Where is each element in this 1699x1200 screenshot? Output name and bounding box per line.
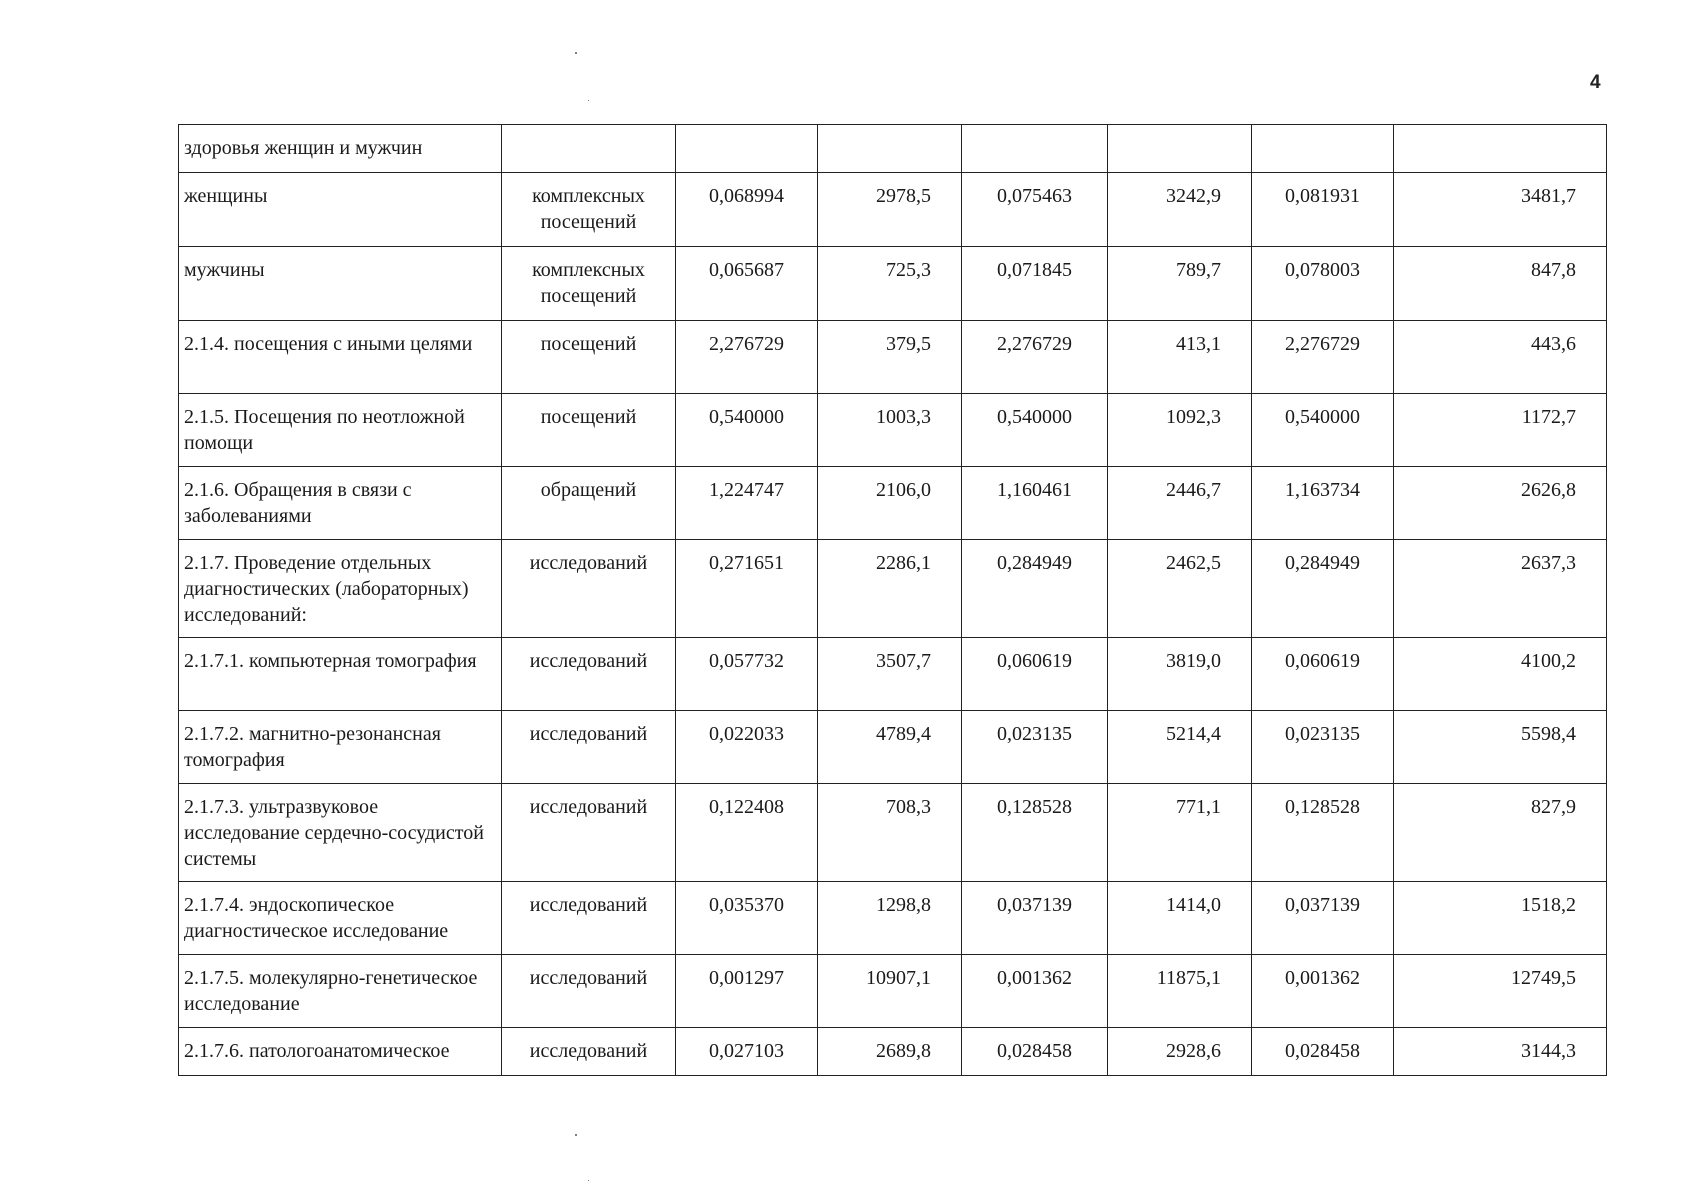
value-cell: 0,001362: [1252, 955, 1394, 1028]
unit-cell: комплексных посещений: [502, 173, 676, 247]
value-cell: 847,8: [1394, 247, 1607, 321]
value-cell: 2106,0: [818, 467, 962, 540]
value-cell: 4100,2: [1394, 638, 1607, 711]
value-cell: 0,284949: [962, 540, 1108, 638]
value-cell: 0,028458: [962, 1028, 1108, 1076]
table-row: [179, 711, 1607, 784]
unit-cell: посещений: [502, 321, 676, 394]
value-cell: 379,5: [818, 321, 962, 394]
value-cell: 10907,1: [818, 955, 962, 1028]
table-row: [179, 125, 1607, 173]
value-cell: 1,160461: [962, 467, 1108, 540]
value-cell: 2626,8: [1394, 467, 1607, 540]
row-name-cell: 2.1.7.6. патологоанатомическое: [179, 1028, 502, 1076]
value-cell: 1,163734: [1252, 467, 1394, 540]
value-cell: 0,271651: [676, 540, 818, 638]
value-cell: 827,9: [1394, 784, 1607, 882]
value-cell: 0,027103: [676, 1028, 818, 1076]
unit-cell: исследований: [502, 711, 676, 784]
value-cell: 5214,4: [1108, 711, 1252, 784]
value-cell: 2462,5: [1108, 540, 1252, 638]
table-row: [179, 173, 1607, 247]
row-name-cell: здоровья женщин и мужчин: [179, 125, 502, 173]
value-cell: 725,3: [818, 247, 962, 321]
unit-cell: исследований: [502, 638, 676, 711]
value-cell: 0,078003: [1252, 247, 1394, 321]
unit-cell: исследований: [502, 882, 676, 955]
value-cell: 0,023135: [962, 711, 1108, 784]
value-cell: 0,028458: [1252, 1028, 1394, 1076]
value-cell: 708,3: [818, 784, 962, 882]
value-cell: 0,035370: [676, 882, 818, 955]
table-row: [179, 321, 1607, 394]
row-name-cell: 2.1.7.5. молекулярно-генетическое исследование: [179, 955, 502, 1028]
value-cell: 0,023135: [1252, 711, 1394, 784]
table-row: [179, 882, 1607, 955]
value-cell: 0,060619: [1252, 638, 1394, 711]
unit-cell: исследований: [502, 1028, 676, 1076]
row-name-cell: 2.1.7. Проведение отдельных диагностических (лабораторных) исследований:: [179, 540, 502, 638]
row-name-cell: 2.1.5. Посещения по неотложной помощи: [179, 394, 502, 467]
value-cell: 0,128528: [1252, 784, 1394, 882]
value-cell: [962, 125, 1108, 173]
value-cell: 0,068994: [676, 173, 818, 247]
value-cell: 2,276729: [676, 321, 818, 394]
table-row: [179, 955, 1607, 1028]
value-cell: 0,128528: [962, 784, 1108, 882]
value-cell: 0,081931: [1252, 173, 1394, 247]
value-cell: [676, 125, 818, 173]
value-cell: 2286,1: [818, 540, 962, 638]
value-cell: 11875,1: [1108, 955, 1252, 1028]
value-cell: 2689,8: [818, 1028, 962, 1076]
value-cell: 0,001362: [962, 955, 1108, 1028]
page-number: 4: [1590, 72, 1601, 93]
row-name-cell: 2.1.7.1. компьютерная томография: [179, 638, 502, 711]
value-cell: 443,6: [1394, 321, 1607, 394]
unit-cell: обращений: [502, 467, 676, 540]
table-row: [179, 247, 1607, 321]
value-cell: 2,276729: [1252, 321, 1394, 394]
value-cell: 0,071845: [962, 247, 1108, 321]
table-row: [179, 467, 1607, 540]
value-cell: 2637,3: [1394, 540, 1607, 638]
value-cell: 0,540000: [962, 394, 1108, 467]
value-cell: 1,224747: [676, 467, 818, 540]
value-cell: 0,122408: [676, 784, 818, 882]
value-cell: 0,540000: [1252, 394, 1394, 467]
row-name-cell: женщины: [179, 173, 502, 247]
value-cell: 1092,3: [1108, 394, 1252, 467]
value-cell: 1414,0: [1108, 882, 1252, 955]
unit-cell: исследований: [502, 540, 676, 638]
value-cell: 5598,4: [1394, 711, 1607, 784]
value-cell: 2928,6: [1108, 1028, 1252, 1076]
row-name-cell: мужчины: [179, 247, 502, 321]
value-cell: 3507,7: [818, 638, 962, 711]
row-name-cell: 2.1.7.2. магнитно-резонансная томография: [179, 711, 502, 784]
value-cell: 0,001297: [676, 955, 818, 1028]
value-cell: [818, 125, 962, 173]
value-cell: 2446,7: [1108, 467, 1252, 540]
unit-cell: комплексных посещений: [502, 247, 676, 321]
value-cell: 2,276729: [962, 321, 1108, 394]
value-cell: 12749,5: [1394, 955, 1607, 1028]
unit-cell: исследований: [502, 955, 676, 1028]
value-cell: 1172,7: [1394, 394, 1607, 467]
scan-speck: [588, 100, 589, 101]
value-cell: 3481,7: [1394, 173, 1607, 247]
unit-cell: посещений: [502, 394, 676, 467]
value-cell: 0,065687: [676, 247, 818, 321]
value-cell: [1252, 125, 1394, 173]
value-cell: [1108, 125, 1252, 173]
value-cell: 0,540000: [676, 394, 818, 467]
value-cell: 1518,2: [1394, 882, 1607, 955]
value-cell: 413,1: [1108, 321, 1252, 394]
value-cell: 0,057732: [676, 638, 818, 711]
scan-speck: [575, 52, 577, 54]
value-cell: 0,037139: [1252, 882, 1394, 955]
unit-cell: [502, 125, 676, 173]
value-cell: 0,037139: [962, 882, 1108, 955]
value-cell: [1394, 125, 1607, 173]
table-row: [179, 1028, 1607, 1076]
value-cell: 0,060619: [962, 638, 1108, 711]
value-cell: 789,7: [1108, 247, 1252, 321]
value-cell: 3242,9: [1108, 173, 1252, 247]
table-row: [179, 784, 1607, 882]
row-name-cell: 2.1.6. Обращения в связи с заболеваниями: [179, 467, 502, 540]
row-name-cell: 2.1.7.4. эндоскопическое диагностическое исследование: [179, 882, 502, 955]
value-cell: 0,284949: [1252, 540, 1394, 638]
table-row: [179, 638, 1607, 711]
table-body: [179, 125, 1607, 1076]
value-cell: 771,1: [1108, 784, 1252, 882]
value-cell: 2978,5: [818, 173, 962, 247]
scan-speck: [575, 1134, 577, 1136]
value-cell: 4789,4: [818, 711, 962, 784]
table-row: [179, 540, 1607, 638]
value-cell: 3144,3: [1394, 1028, 1607, 1076]
data-table: [178, 124, 1607, 1076]
row-name-cell: 2.1.4. посещения с иными целями: [179, 321, 502, 394]
scan-speck: [588, 1180, 589, 1181]
value-cell: 1298,8: [818, 882, 962, 955]
value-cell: 1003,3: [818, 394, 962, 467]
row-name-cell: 2.1.7.3. ультразвуковое исследование сердечно-сосудистой системы: [179, 784, 502, 882]
table-row: [179, 394, 1607, 467]
value-cell: 0,022033: [676, 711, 818, 784]
value-cell: 0,075463: [962, 173, 1108, 247]
value-cell: 3819,0: [1108, 638, 1252, 711]
unit-cell: исследований: [502, 784, 676, 882]
